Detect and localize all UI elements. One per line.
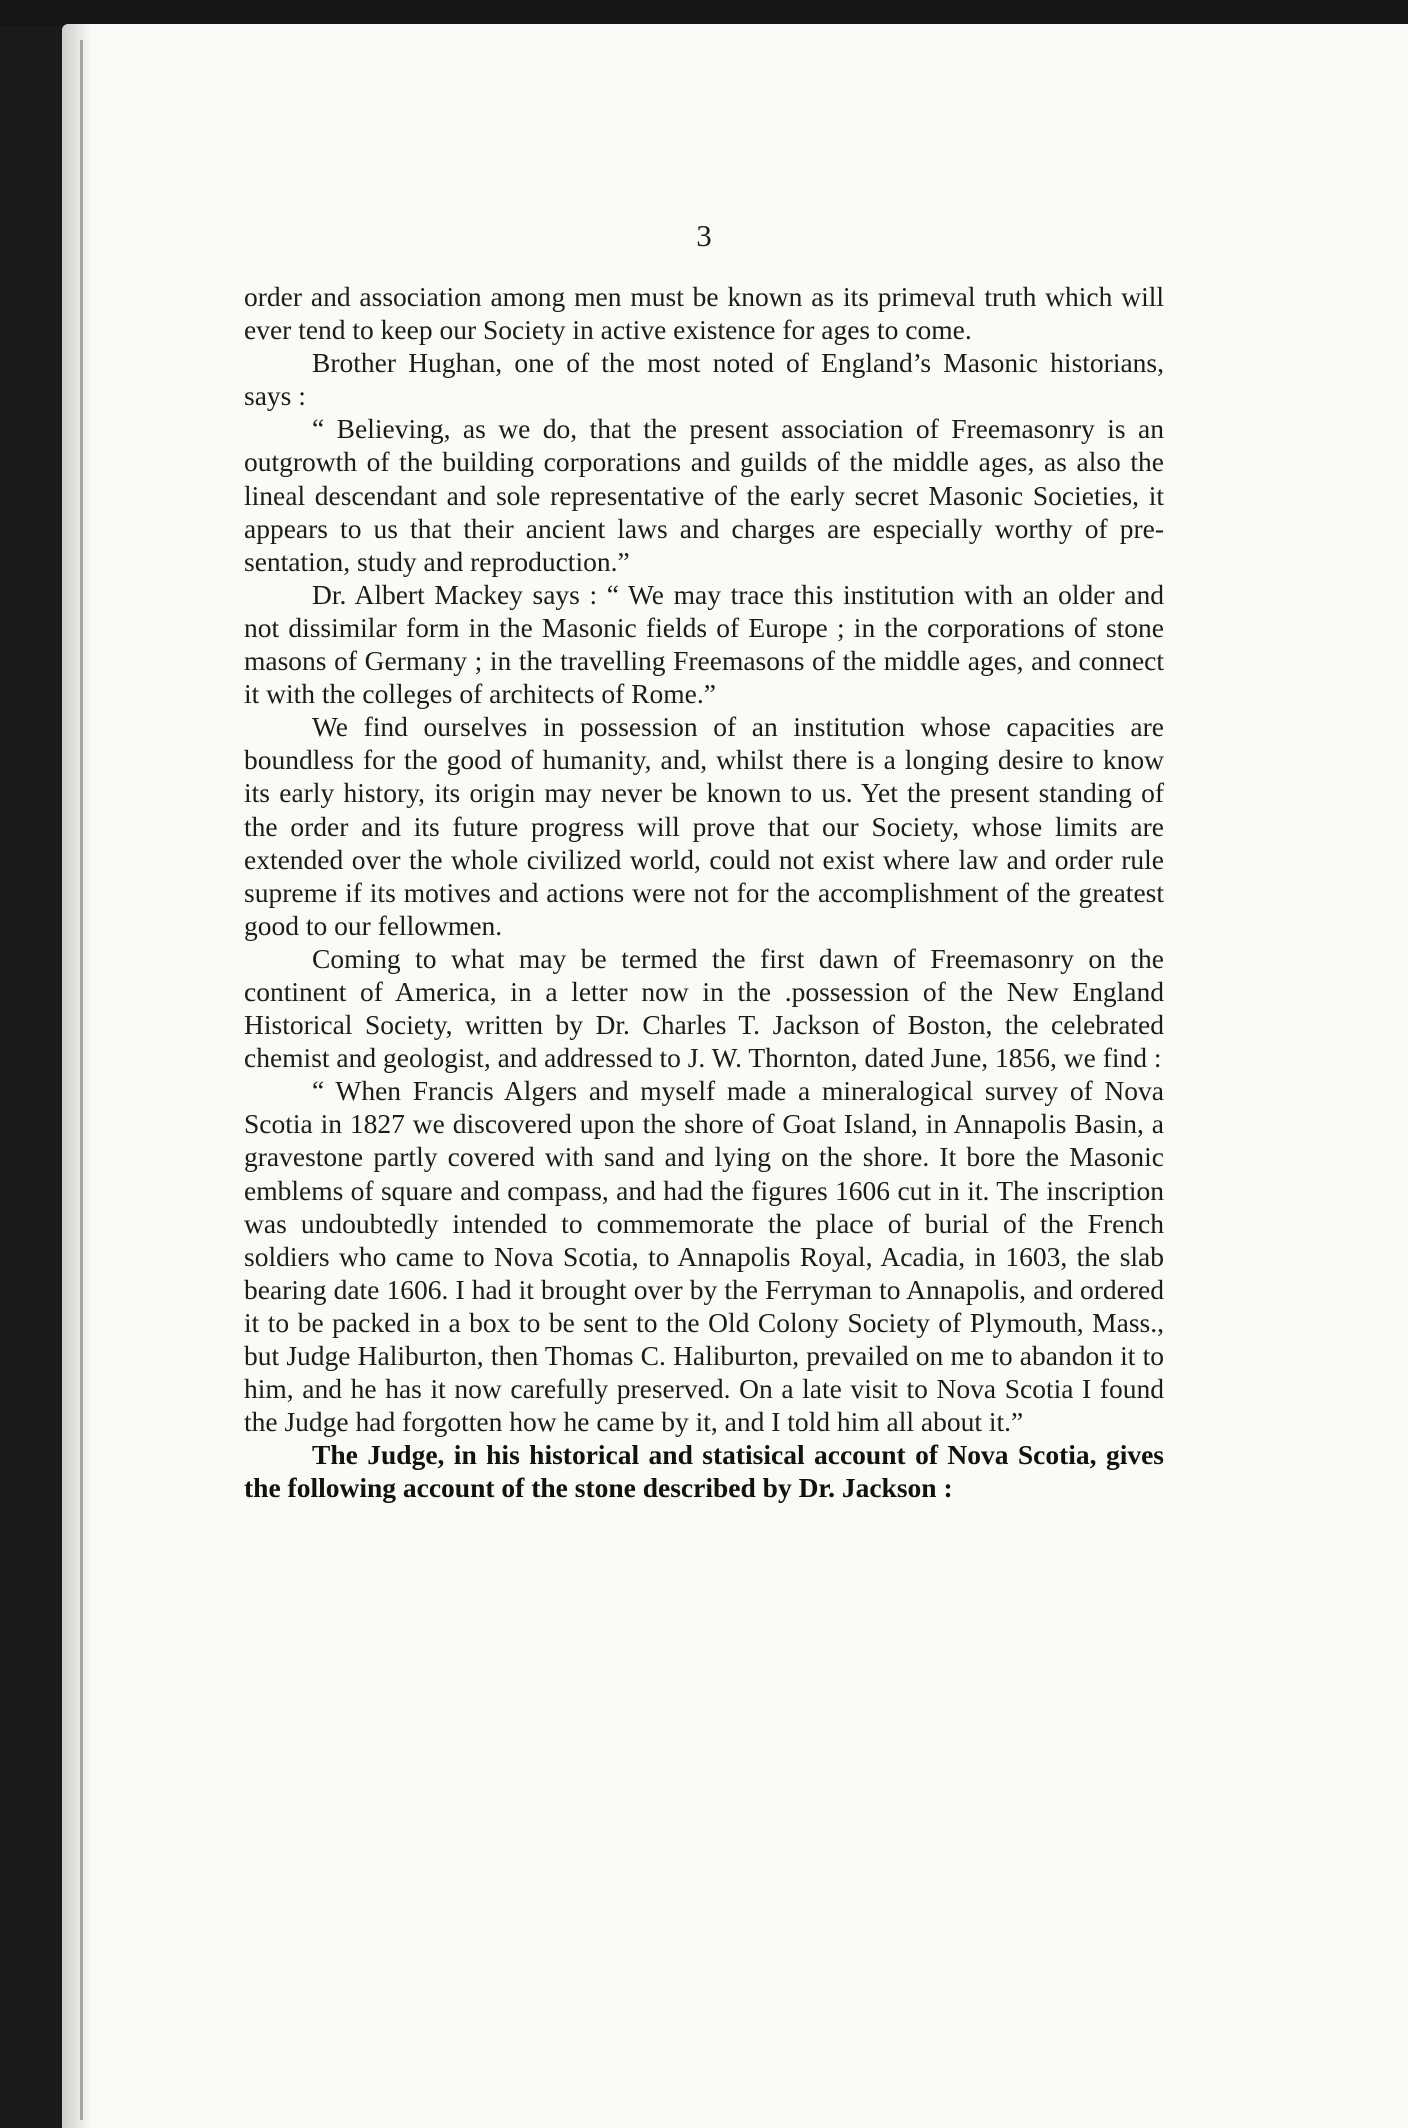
paragraph-first-dawn: Coming to what may be termed the first dawn of Freemasonry on the continent of America, in a letter now in the .possession of the New England Historical Society, written by Dr. Charles T. Jackson of Boston, the celebrated chemist and geologist, and addressed to J. W. Thornton, dated June, 1856, we find : <box>244 942 1164 1074</box>
page-number: 3 <box>696 218 712 253</box>
paragraph-continuation: order and association among men must be known as its primeval truth which will ever tend to keep our Society in active existence for ages to come. <box>244 281 1164 346</box>
paragraph-judge-account: The Judge, in his historical and statisical account of Nova Scotia, gives the following account of the stone described by Dr. Jackson : <box>244 1439 1164 1504</box>
paragraph-institution: We find ourselves in possession of an institution whose capacities are boundless for the good of humanity, and, whilst there is a longing desire to know its early history, its origin may never be known to us. Yet the present standing of the order and its future progress will prove that our Society, whose limits are extended over the whole civilized world, could not exist where law and order rule supreme if its motives and actions were not for the accomplishment of the greatest good to our fellowmen. <box>244 711 1164 941</box>
paragraph-hughan-intro: Brother Hughan, one of the most noted of England’s Masonic historians, says : <box>244 347 1164 412</box>
binding-shadow <box>62 24 92 2128</box>
body-text <box>244 280 1164 1504</box>
scan-top-border <box>0 0 1408 26</box>
binding-edge <box>80 40 83 2120</box>
paragraph-jackson-letter: “ When Francis Algers and myself made a mineralogical survey of Nova Scotia in 1827 we discovered upon the shore of Goat Island, in Annapolis Basin, a gravestone partly covered with sand and lying on the shore. It bore the Masonic emblems of square and compass, and had the figures 1606 cut in it. The inscription was undoubtedly intended to commemorate the place of burial of the French soldiers who came to Nova Scotia, to Annapolis Royal, Acadia, in 1603, the slab bearing date 1606. I had it brought over by the Ferryman to Annapolis, and ordered it to be packed in a box to be sent to the Old Colony Society of Plymouth, Mass., but Judge Haliburton, then Thomas C. Haliburton, prevailed on me to abandon it to him, and he has it now carefully preserved. On a late visit to Nova Scotia I found the Judge had forgotten how he came by it, and I told him all about it.” <box>244 1075 1164 1438</box>
paragraph-mackey-quote: Dr. Albert Mackey says : “ We may trace this institution with an older and not dissimilar form in the Masonic fields of Europe ; in the corporations of stone masons of Germany ; in the travelling Freemasons of the middle ages, and connect it with the colleges of architects of Rome.” <box>244 578 1164 710</box>
paragraph-hughan-quote: “ Believing, as we do, that the present association of Freemasonry is an outgrowth of the building corporations and guilds of the middle ages, as also the lineal descendant and sole representative of the early secret Masonic Societies, it appears to us that their ancient laws and charges are especially worthy of presentation, study and reproduction.” <box>244 413 1164 577</box>
